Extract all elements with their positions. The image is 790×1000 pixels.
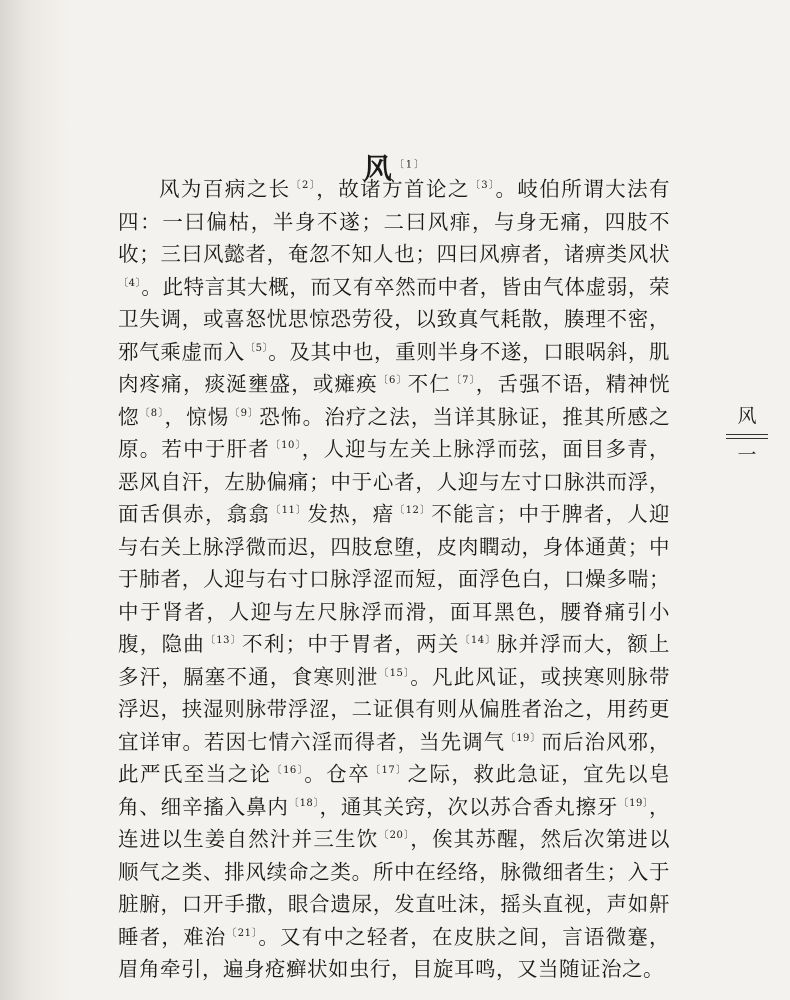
footnote-marker: 〔2〕 [290, 180, 317, 192]
footnote-marker: 〔4〕 [118, 277, 142, 289]
text-run: 风为百病之长 [159, 177, 291, 201]
text-run: 。此特言其大概，而又有卒然而中者，皆由气体虚弱，荣卫失调，或喜怒忧思惊恐劳役，以致真气耗散，腠理不密，邪气乘虚而入 [118, 274, 670, 364]
text-run: ，舌强不语，精神恍惚 [118, 372, 671, 429]
text-run: 。又有中之轻者，在皮肤之间，言语微蹇，眉角牵引，遍身疮癣状如虫行，目旋耳鸣，又当随证治之。 [118, 924, 671, 981]
chapter-title-note: 〔1〕 [393, 159, 427, 171]
text-run: 不利；中于胃者，两关 [242, 632, 460, 656]
text-run: 。凡此风证，或挟寒则脉带浮迟，挟湿则脉带浮涩，二证俱有则从偏胜者治之，用药更宜详审。若因七情六淫而得者，当先调气 [118, 664, 671, 754]
page-number: 一 [737, 444, 757, 466]
text-run: ，故诸方首论之 [316, 177, 470, 201]
side-chapter-label: 风 [737, 405, 757, 427]
footnote-marker: 〔7〕 [450, 375, 476, 387]
footnote-marker: 〔6〕 [377, 375, 408, 387]
footnote-marker: 〔21〕 [226, 927, 259, 939]
chapter-title-text: 风 [363, 151, 394, 185]
text-run: ，俟其苏醒，然后次第进以顺气之类、排风续命之类。所中在经络，脉微细者生；入于脏腑，口开手撒，眼合遗尿，发直吐沫，摇头直视，声如鼾睡者，难治 [118, 827, 671, 949]
side-double-rule [726, 434, 768, 439]
footnote-marker: 〔13〕 [205, 635, 243, 647]
footnote-marker: 〔8〕 [139, 407, 165, 419]
footnote-marker: 〔10〕 [269, 440, 302, 452]
text-run: 。岐伯所谓大法有四：一曰偏枯，半身不遂；二曰风痱，与身无痛，四肢不收；三曰风懿者，奄忽不知人也；四曰风痹者，诸痹类风状 [118, 177, 671, 266]
body-paragraph [118, 173, 670, 986]
text-run: 恐怖。治疗之法，当详其脉证，推其所感之原。若中于肝者 [118, 404, 671, 461]
footnote-marker: 〔20〕 [378, 830, 411, 842]
text-run: 。仓卒 [304, 762, 371, 786]
text-run: ，通其关窍，次以苏合香丸擦牙 [319, 794, 619, 819]
footnote-marker: 〔18〕 [288, 797, 320, 809]
footnote-marker: 〔3〕 [469, 180, 496, 192]
text-run: ，惊惕 [164, 404, 230, 429]
text-run: 之际，救此急证，宜先以皂角、细辛搐入鼻内 [118, 762, 670, 819]
text-run: 发热，瘖 [307, 502, 395, 526]
footnote-marker: 〔16〕 [271, 765, 305, 777]
text-run: ，连进以生姜自然汁并三生饮 [118, 794, 670, 851]
footnote-marker: 〔15〕 [378, 667, 411, 679]
footnote-marker: 〔17〕 [370, 765, 408, 777]
text-run: 。及其中也，重则半身不遂，口眼㖞斜，肌肉疼痛，痰涎壅盛，或瘫痪 [118, 339, 670, 396]
footnote-marker: 〔19〕 [505, 732, 542, 744]
footnote-marker: 〔9〕 [229, 407, 260, 419]
text-run: 脉并浮而大，额上多汗，膈塞不通，食寒则泄 [118, 632, 671, 689]
side-tab [722, 404, 772, 467]
text-run: ，人迎与左关上脉浮而弦，面目多青，恶风自汗，左胁偏痛；中于心者，人迎与左寸口脉洪而浮，面舌俱赤，翕翕 [118, 437, 671, 526]
text-run: 不仁 [407, 372, 451, 396]
footnote-marker: 〔19〕 [618, 797, 649, 809]
footnote-marker: 〔11〕 [270, 505, 308, 517]
footnote-marker: 〔5〕 [244, 342, 269, 354]
text-run: 而后治风邪，此严氏至当之论 [118, 729, 671, 786]
footnote-marker: 〔12〕 [394, 505, 432, 517]
text-run: 不能言；中于脾者，人迎与右关上脉浮微而迟，四肢怠堕，皮肉瞤动，身体通黄；中于肺者，人迎与右寸口脉浮涩而短，面浮色白，口燥多喘；中于肾者，人迎与左尺脉浮而滑，面耳黑色，腰脊痛引小腹，隐曲 [118, 502, 671, 656]
footnote-marker: 〔14〕 [459, 635, 497, 647]
